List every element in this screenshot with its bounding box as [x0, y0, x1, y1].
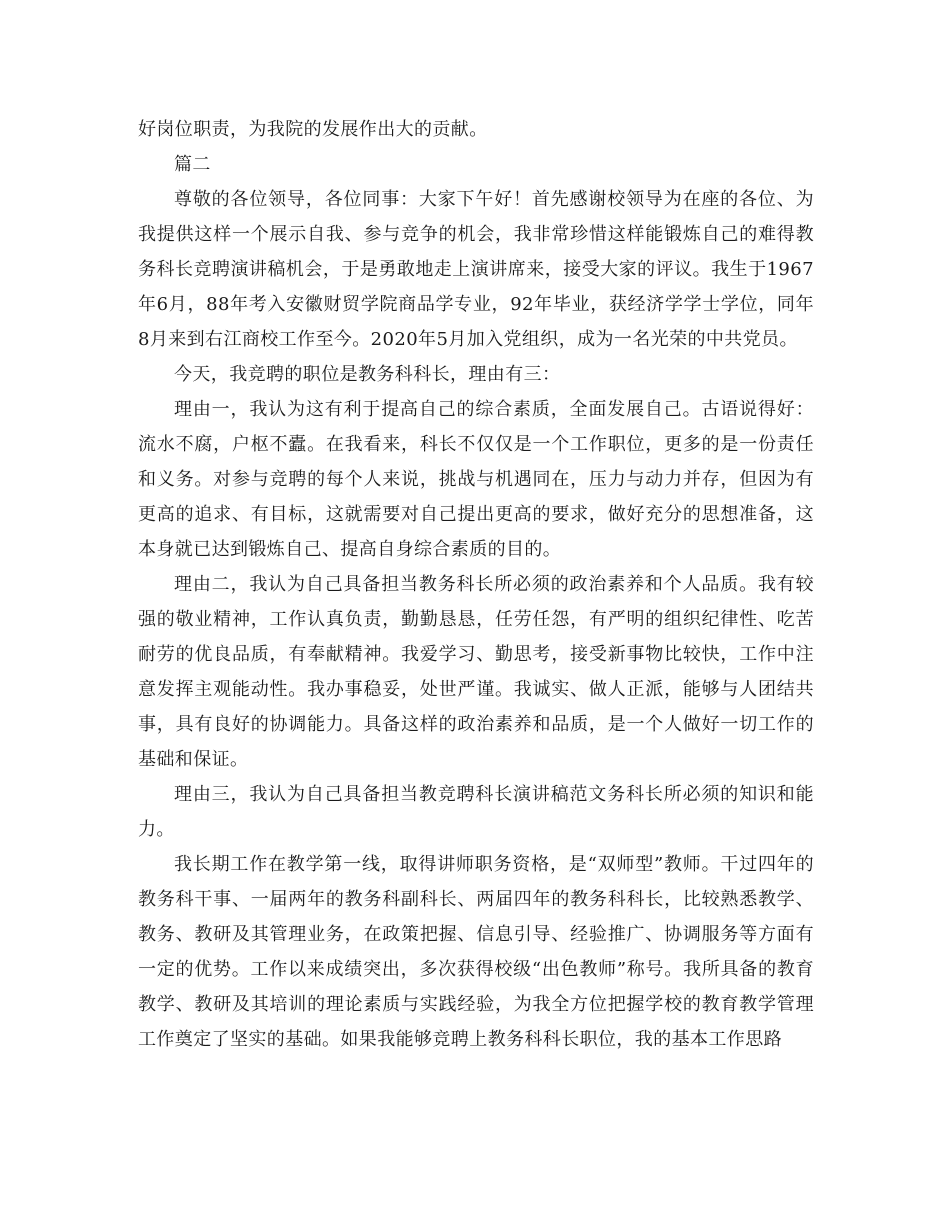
paragraph-reason-two: 理由二，我认为自己具备担当教务科长所必须的政治素养和个人品质。我有较强的敬业精神，工作认真负责，勤勤恳恳，任劳任怨，有严明的组织纪律性、吃苦耐劳的优良品质，有奉献精神。我爱学习、勤思考，接受新事物比较快，工作中注意发挥主观能动性。我办事稳妥，处世严谨。我诚实、做人正派，能够与人团结共事，具有良好的协调能力。具备这样的政治素养和品质，是一个人做好一切工作的基础和保证。	[138, 574, 814, 770]
paragraph-continuation: 好岗位职责，为我院的发展作出大的贡献。	[138, 119, 488, 140]
paragraph-position: 今天，我竞聘的职位是教务科科长，理由有三：	[174, 364, 561, 385]
section-heading: 篇二	[174, 154, 211, 175]
paragraph-greeting: 尊敬的各位领导，各位同事：大家下午好！首先感谢校领导为在座的各位、为我提供这样一个展示自我、参与竞争的机会，我非常珍惜这样能锻炼自己的难得教务科长竞聘演讲稿机会，于是勇敢地走上演讲席来，接受大家的评议。我生于1967年6月，88年考入安徽财贸学院商品学专业，92年毕业，获经济学学士学位，同年8月来到右江商校工作至今。2020年5月加入党组织，成为一名光荣的中共党员。	[138, 189, 814, 350]
paragraph-reason-one: 理由一，我认为这有利于提高自己的综合素质，全面发展自己。古语说得好：流水不腐，户枢不蠹。在我看来，科长不仅仅是一个工作职位，更多的是一份责任和义务。对参与竞聘的每个人来说，挑战与机遇同在，压力与动力并存，但因为有更高的追求、有目标，这就需要对自己提出更高的要求，做好充分的思想准备，这本身就已达到锻炼自己、提高自身综合素质的目的。	[138, 399, 814, 560]
paragraph-experience: 我长期工作在教学第一线，取得讲师职务资格，是“双师型”教师。干过四年的教务科干事、一届两年的教务科副科长、两届四年的教务科科长，比较熟悉教学、教务、教研及其管理业务，在政策把握、信息引导、经验推广、协调服务等方面有一定的优势。工作以来成绩突出，多次获得校级“出色教师”称号。我所具备的教育教学、教研及其培训的理论素质与实践经验，为我全方位把握学校的教育教学管理工作奠定了坚实的基础。如果我能够竞聘上教务科科长职位，我的基本工作思路	[138, 854, 814, 1050]
document-body	[138, 112, 814, 1057]
paragraph-reason-three: 理由三，我认为自己具备担当教竞聘科长演讲稿范文务科长所必须的知识和能力。	[138, 784, 814, 840]
